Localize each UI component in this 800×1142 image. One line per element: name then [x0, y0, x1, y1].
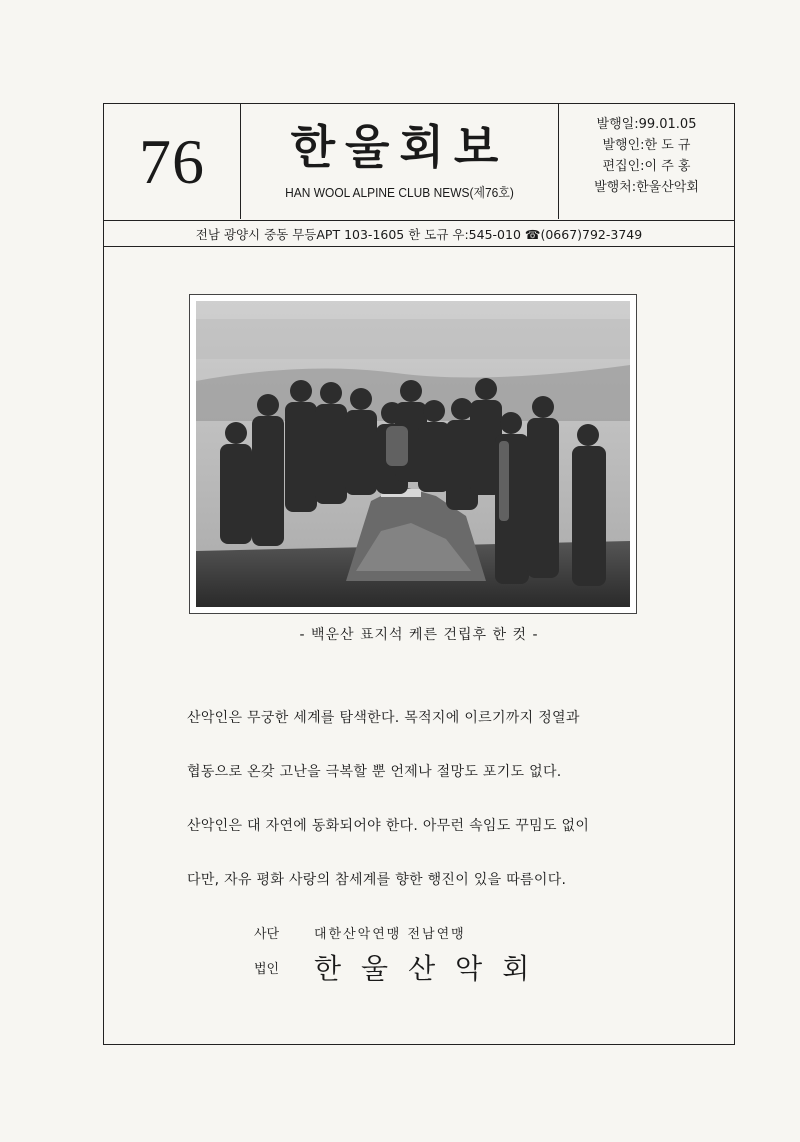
issue-number-box — [104, 104, 241, 219]
org-row-club — [254, 945, 654, 989]
group-photo — [196, 301, 630, 607]
org-label-corporate: 사단 — [254, 926, 280, 942]
creed-line: 협동으로 온갖 고난을 극복할 뿐 언제나 절망도 포기도 없다. — [187, 764, 562, 780]
title-box — [241, 104, 559, 219]
publisher: 발행인:한 도 규 — [602, 138, 691, 153]
publishing-office: 발행처:한울산악회 — [594, 180, 699, 195]
creed-line: 다만, 자유 평화 사랑의 참세계를 향한 행진이 있을 따름이다. — [187, 872, 567, 888]
organization-signature — [254, 919, 654, 989]
newsletter-page — [103, 103, 735, 1045]
newsletter-subtitle: HAN WOOL ALPINE CLUB NEWS(제76호) — [285, 185, 514, 200]
editor: 편집인:이 주 홍 — [602, 159, 691, 174]
creed-line: 산악인은 대 자연에 동화되어야 한다. 아무런 속임도 꾸밈도 없이 — [187, 818, 590, 834]
creed-line: 산악인은 무궁한 세계를 탐색한다. 목적지에 이르기까지 정열과 — [187, 710, 580, 726]
issue-number: 76 — [139, 125, 205, 197]
masthead — [104, 104, 734, 221]
newsletter-title: 한울회보 — [290, 120, 509, 174]
publish-date: 발행일:99.01.05 — [596, 117, 697, 132]
address-line: 전남 광양시 중동 무등APT 103-1605 한 도규 우:545-010 ☎(0667)792-3749 — [104, 221, 734, 247]
publication-info — [559, 104, 734, 219]
photo-caption: - 백운산 표지석 케른 건립후 한 컷 - — [299, 627, 539, 643]
org-row-federation — [254, 919, 654, 945]
group-photo-frame — [189, 294, 637, 614]
club-name: 한울산악회 — [314, 952, 550, 985]
club-creed — [187, 704, 657, 920]
org-label-legal: 법인 — [254, 961, 280, 977]
federation-name: 대한산악연맹 전남연맹 — [314, 926, 466, 942]
